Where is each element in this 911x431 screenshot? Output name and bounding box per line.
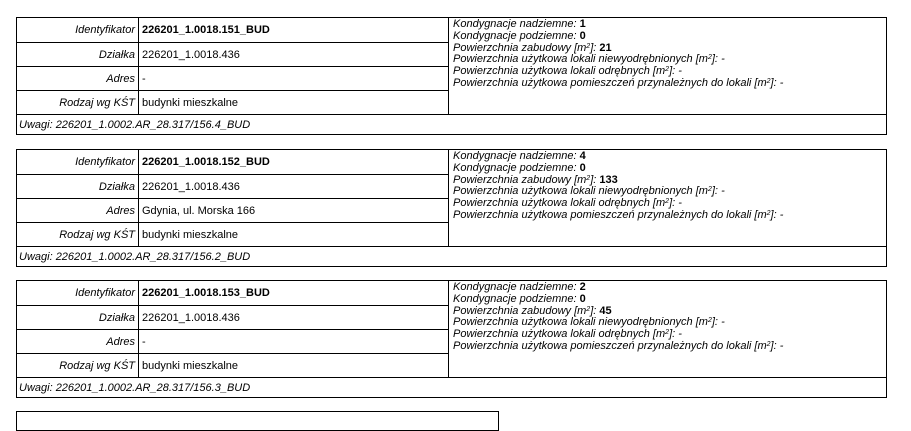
- pow-zabudowy-label: Powierzchnia zabudowy [m: [453, 304, 587, 317]
- kond-podziemne-label: Kondygnacje podziemne:: [453, 29, 577, 42]
- uwagi-label: Uwagi:: [19, 381, 53, 394]
- unit-close: ]:: [770, 76, 777, 89]
- kond-podziemne-value: 0: [579, 292, 586, 305]
- pow-niewyodr-value: -: [721, 316, 725, 329]
- record-attributes-table: [17, 150, 449, 246]
- kond-podziemne-label: Kondygnacje podziemne:: [453, 161, 577, 174]
- kond-nadziemne-label: Kondygnacje nadziemne:: [453, 18, 577, 30]
- unit-sup: 2: [586, 42, 591, 50]
- dzialka-row: [17, 42, 449, 66]
- pow-niewyodr-label: Powierzchnia użytkowa lokali niewyodrębnionych [m: [453, 53, 708, 66]
- rodzaj-row: [17, 90, 449, 114]
- unit-close: ]:: [770, 339, 777, 352]
- building-record: [16, 149, 887, 267]
- pow-zabudowy-value: 21: [599, 41, 612, 54]
- unit-sup: 2: [766, 340, 771, 348]
- rodzaj-label: Rodzaj wg KŚT: [17, 354, 139, 377]
- record-area-details: [453, 151, 885, 245]
- unit-close: ]:: [711, 316, 718, 329]
- unit-close: ]:: [669, 197, 676, 210]
- unit-close: ]:: [590, 41, 597, 54]
- pow-odrebnych-label: Powierzchnia użytkowa lokali odrębnych [m: [453, 65, 666, 78]
- dzialka-label: Działka: [17, 43, 139, 66]
- uwagi-row: [17, 377, 886, 397]
- uwagi-row: [17, 246, 886, 266]
- kond-podziemne-value: 0: [579, 161, 586, 174]
- dzialka-value: 226201_1.0018.436: [142, 311, 240, 324]
- adres-row: [17, 66, 449, 90]
- unit-sup: 2: [586, 305, 591, 313]
- pow-odrebnych-value: -: [678, 197, 682, 210]
- rodzaj-label: Rodzaj wg KŚT: [17, 223, 139, 246]
- pow-przynal-label: Powierzchnia użytkowa pomieszczeń przynależnych do lokali [m: [453, 208, 767, 221]
- unit-sup: 2: [665, 198, 670, 206]
- identyfikator-row: [17, 150, 449, 174]
- uwagi-value: 226201_1.0002.AR_28.317/156.2_BUD: [55, 250, 251, 263]
- rodzaj-label: Rodzaj wg KŚT: [17, 91, 139, 114]
- adres-label: Adres: [17, 330, 139, 353]
- unit-close: ]:: [711, 53, 718, 66]
- unit-sup: 2: [766, 77, 771, 85]
- rodzaj-row: [17, 353, 449, 377]
- dzialka-row: [17, 305, 449, 329]
- unit-close: ]:: [770, 208, 777, 221]
- uwagi-row: [17, 114, 886, 134]
- rodzaj-value: budynki mieszkalne: [142, 228, 238, 241]
- unit-close: ]:: [669, 65, 676, 78]
- dzialka-label: Działka: [17, 306, 139, 329]
- pow-przynal-value: -: [779, 208, 784, 221]
- record-attributes-table: [17, 281, 449, 377]
- kond-podziemne-value: 0: [579, 29, 586, 42]
- building-record: [16, 17, 887, 135]
- adres-value: Gdynia, ul. Morska 166: [142, 204, 256, 217]
- unit-close: ]:: [669, 328, 676, 341]
- unit-close: ]:: [711, 185, 718, 198]
- pow-niewyodr-value: -: [721, 53, 725, 66]
- pow-odrebnych-label: Powierzchnia użytkowa lokali odrębnych [m: [453, 328, 666, 341]
- pow-zabudowy-label: Powierzchnia zabudowy [m: [453, 173, 587, 186]
- adres-row: [17, 198, 449, 222]
- pow-przynal-value: -: [779, 76, 784, 89]
- pow-przynal-line: [453, 210, 885, 222]
- building-record: [16, 280, 887, 398]
- pow-odrebnych-label: Powierzchnia użytkowa lokali odrębnych [m: [453, 197, 666, 210]
- pow-niewyodr-label: Powierzchnia użytkowa lokali niewyodrębnionych [m: [453, 316, 708, 329]
- unit-sup: 2: [766, 209, 771, 217]
- kond-nadziemne-value: 1: [579, 18, 586, 30]
- dzialka-value: 226201_1.0018.436: [142, 180, 240, 193]
- unit-sup: 2: [665, 329, 670, 337]
- uwagi-value: 226201_1.0002.AR_28.317/156.3_BUD: [55, 381, 251, 394]
- adres-value: -: [142, 72, 146, 85]
- pow-zabudowy-label: Powierzchnia zabudowy [m: [453, 41, 587, 54]
- rodzaj-row: [17, 222, 449, 246]
- pow-zabudowy-value: 133: [599, 173, 618, 186]
- adres-value: -: [142, 335, 146, 348]
- adres-row: [17, 329, 449, 353]
- pow-niewyodr-label: Powierzchnia użytkowa lokali niewyodrębnionych [m: [453, 185, 708, 198]
- dzialka-value: 226201_1.0018.436: [142, 48, 240, 61]
- kond-nadziemne-label: Kondygnacje nadziemne:: [453, 281, 577, 293]
- unit-close: ]:: [590, 304, 597, 317]
- unit-sup: 2: [707, 317, 712, 325]
- record-area-details: [453, 282, 885, 376]
- pow-odrebnych-value: -: [678, 65, 682, 78]
- identyfikator-value: 226201_1.0018.151_BUD: [142, 24, 270, 36]
- rodzaj-value: budynki mieszkalne: [142, 96, 238, 109]
- pow-przynal-line: [453, 78, 885, 90]
- identyfikator-row: [17, 281, 449, 305]
- dzialka-row: [17, 174, 449, 198]
- record-attributes-table: [17, 18, 449, 114]
- adres-label: Adres: [17, 199, 139, 222]
- pow-przynal-value: -: [779, 339, 784, 352]
- pow-odrebnych-value: -: [678, 328, 682, 341]
- uwagi-value: 226201_1.0002.AR_28.317/156.4_BUD: [55, 118, 251, 131]
- unit-close: ]:: [590, 173, 597, 186]
- unit-sup: 2: [707, 186, 712, 194]
- record-area-details: [453, 19, 885, 113]
- adres-label: Adres: [17, 67, 139, 90]
- pow-przynal-label: Powierzchnia użytkowa pomieszczeń przynależnych do lokali [m: [453, 339, 767, 352]
- kond-podziemne-label: Kondygnacje podziemne:: [453, 292, 577, 305]
- pow-niewyodr-value: -: [721, 185, 725, 198]
- dzialka-label: Działka: [17, 175, 139, 198]
- pow-przynal-line: [453, 341, 885, 353]
- kond-nadziemne-value: 4: [579, 150, 586, 162]
- unit-sup: 2: [665, 66, 670, 74]
- identyfikator-value: 226201_1.0018.152_BUD: [142, 156, 270, 168]
- identyfikator-label: Identyfikator: [17, 281, 139, 305]
- unit-sup: 2: [586, 174, 591, 182]
- pow-przynal-label: Powierzchnia użytkowa pomieszczeń przynależnych do lokali [m: [453, 76, 767, 89]
- uwagi-label: Uwagi:: [19, 250, 53, 263]
- rodzaj-value: budynki mieszkalne: [142, 359, 238, 372]
- identyfikator-row: [17, 18, 449, 42]
- pow-zabudowy-value: 45: [599, 304, 612, 317]
- uwagi-label: Uwagi:: [19, 118, 53, 131]
- identyfikator-label: Identyfikator: [17, 18, 139, 42]
- kond-nadziemne-value: 2: [579, 281, 586, 293]
- identyfikator-label: Identyfikator: [17, 150, 139, 174]
- unit-sup: 2: [707, 54, 712, 62]
- kond-nadziemne-label: Kondygnacje nadziemne:: [453, 150, 577, 162]
- identyfikator-value: 226201_1.0018.153_BUD: [142, 287, 270, 299]
- next-section-box: [16, 411, 499, 431]
